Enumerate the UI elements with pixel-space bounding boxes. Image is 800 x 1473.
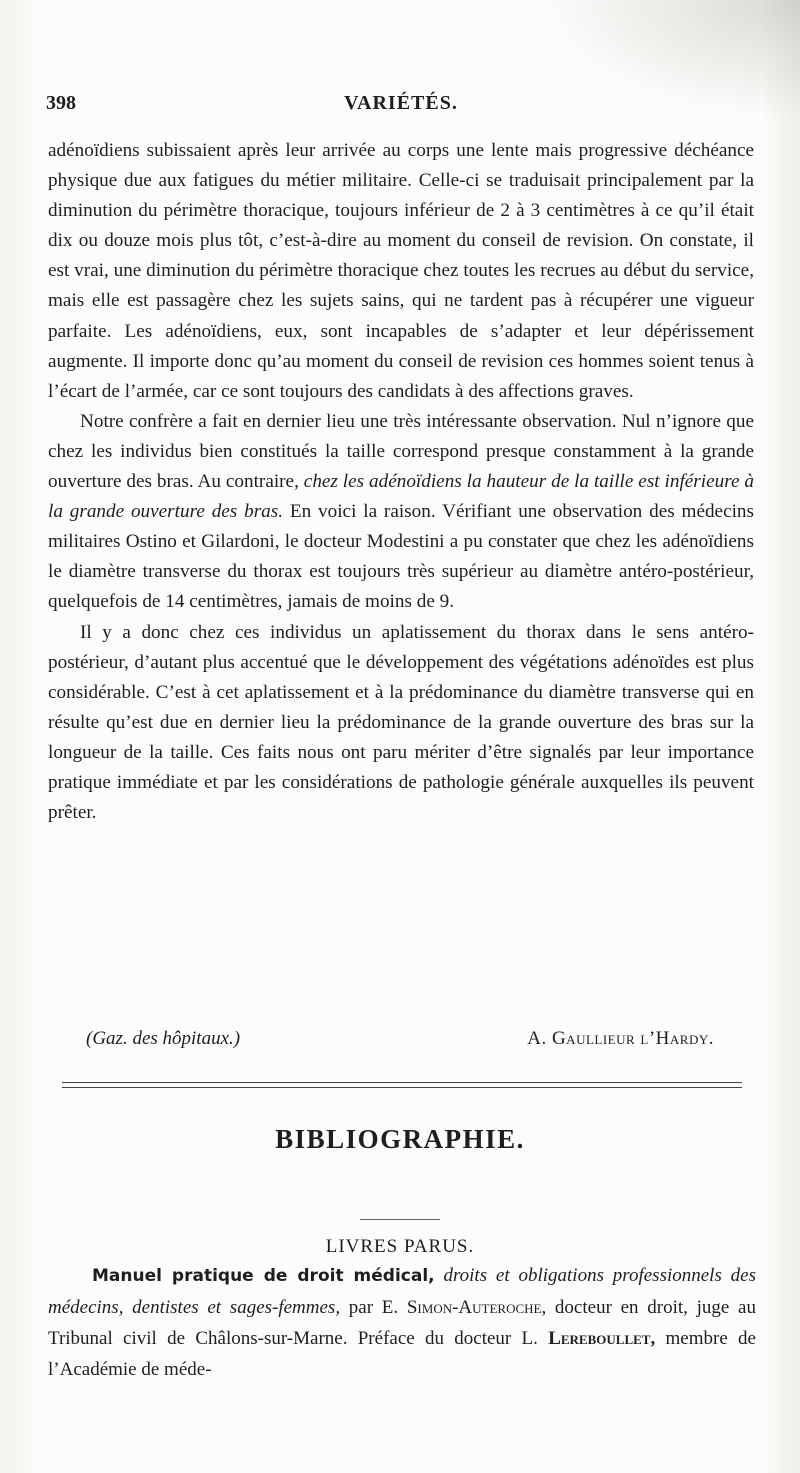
book-by: par E. [340, 1297, 407, 1318]
book-subtitle: droits et obligations professionnels des médecins, dentistes et sages-femmes, [48, 1265, 757, 1318]
bibliography-entry [48, 1260, 756, 1385]
page-header [46, 92, 756, 122]
article-paragraph-2 [48, 407, 754, 618]
book-entry-tail: membre de l’Académie de méde- [48, 1328, 756, 1380]
bibliography-title: BIBLIOGRAPHIE. [275, 1124, 525, 1154]
article-signature [86, 1028, 714, 1058]
running-title: VARIÉTÉS. [344, 92, 458, 114]
title-underline [360, 1219, 440, 1220]
book-author: Simon-Auteroche [406, 1297, 542, 1318]
preface-author: Lereboullet, [548, 1328, 656, 1349]
book-entry [48, 1260, 756, 1385]
paragraph-2-end: En voici la raison. Vérifiant une observation des médecins militaires Ostino et Gilardoni, le docteur Modestini a pu constater que chez les adénoïdiens le diamètre transverse du thorax est toujours très supérieur au diamètre antéro-postérieur, quelquefois de 14 centimètres, jamais de moins de 9. [48, 501, 754, 613]
source-citation: (Gaz. des hôpitaux.) [86, 1028, 241, 1049]
section-divider [62, 1082, 742, 1088]
paragraph-2-start: Notre confrère a fait en dernier lieu une très intéressante observation. Nul n’ignore que chez les individus bien constitués la taille correspond presque constamment à la grande ouverture des bras. Au contraire, [48, 410, 754, 493]
author-name: A. Gaullieur l’Hardy. [527, 1028, 714, 1049]
article-paragraph-1: adénoïdiens subissaient après leur arrivée au corps une lente mais progressive déchéance physique due aux fatigues du métier militaire. Celle-ci se traduisait principalement par la diminution du périmètre thoracique, toujours inférieur de 2 à 3 centimètres à ce qu’il était dix ou douze mois plus tôt, c’est-à-dire au moment du conseil de revision. On constate, il est vrai, une diminution du périmètre thoracique chez toutes les recrues au début du service, mais elle est passagère chez les sujets sains, qui ne tardent pas à récupérer une vigueur parfaite. Les adénoïdiens, eux, sont incapables de s’adapter et leur dépérissement augmente. Il importe donc qu’au moment du conseil de revision ces hommes soient tenus à l’écart de l’armée, car ce sont toujours des candidats à des affections graves. [48, 140, 754, 402]
book-author-description: , docteur en droit, juge au Tribunal civil de Châlons-sur-Marne. Préface du docteur L. [48, 1297, 756, 1349]
page-number: 398 [46, 92, 76, 114]
article-paragraph-3: Il y a donc chez ces individus un aplatissement du thorax dans le sens antéro-postérieur, d’autant plus accentué que le développement des végétations adénoïdes est plus considérable. C’est à cet aplatissement et à la prédominance du diamètre transverse qui en résulte qu’est due en dernier lieu la prédominance de la grande ouverture des bras sur la longueur de la taille. Ces faits nous ont paru mériter d’être signalés par leur importance pratique immédiate et par les considérations de pathologie générale auxquelles ils peuvent prêter. [48, 621, 754, 824]
book-title: Manuel pratique de droit médical, [92, 1266, 435, 1286]
paragraph-2-emphasis: chez les adénoïdiens la hauteur de la taille est inférieure à la grande ouverture des bras. [48, 471, 754, 523]
books-published-heading: LIVRES PARUS. [325, 1236, 475, 1257]
article-body [48, 136, 754, 828]
